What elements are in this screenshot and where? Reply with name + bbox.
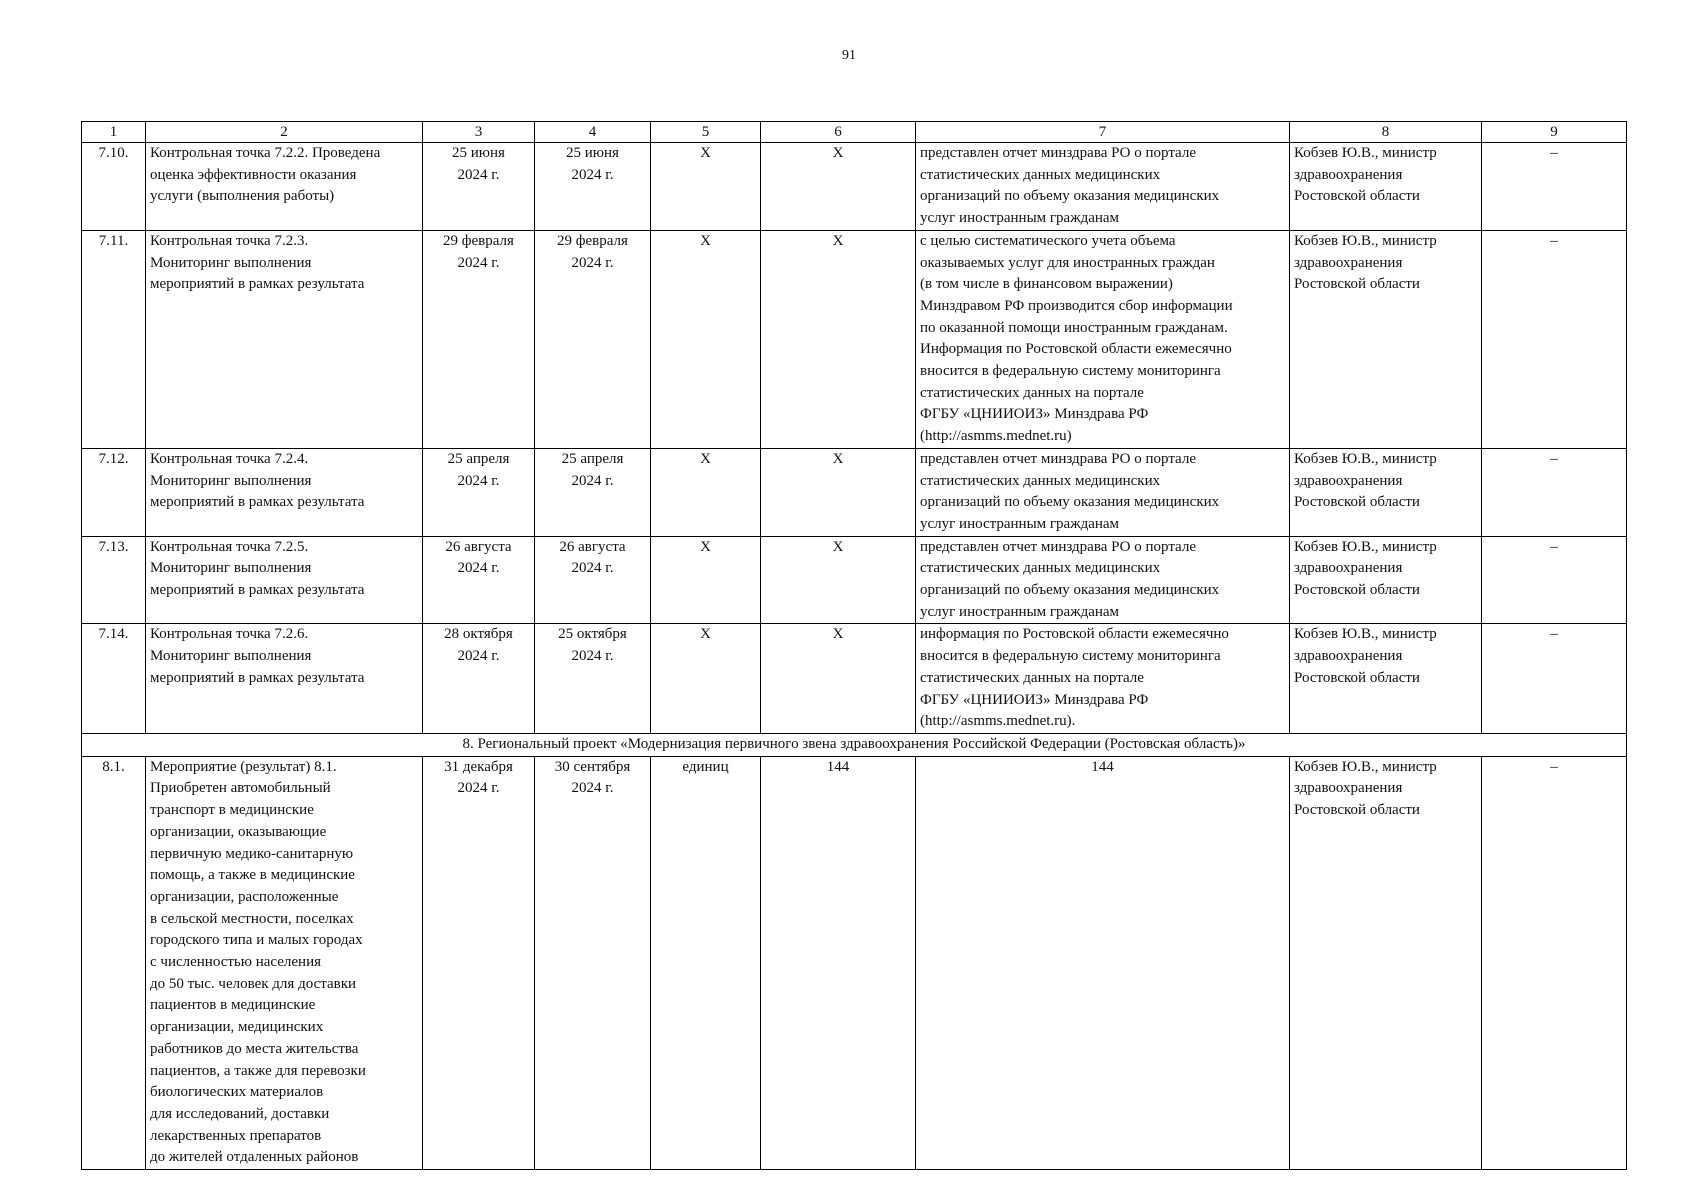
column-header: 8 <box>1290 122 1482 143</box>
section-title: 8. Региональный проект «Модернизация первичного звена здравоохранения Российской Федерации (Ростовская область)» <box>82 733 1627 756</box>
column-header: 4 <box>535 122 651 143</box>
unit-cell: X <box>651 230 761 448</box>
note-cell: представлен отчет минздрава РО о портале статистических данных медицинских организаций по объему оказания медицинских услуг иностранным гражданам <box>916 536 1290 624</box>
unit-cell: X <box>651 624 761 734</box>
value-cell: X <box>761 624 916 734</box>
responsible-cell: Кобзев Ю.В., министр здравоохранения Ростовской области <box>1290 756 1482 1169</box>
row-number: 7.13. <box>82 536 146 624</box>
planned-date: 28 октября 2024 г. <box>423 624 535 734</box>
note-cell: представлен отчет минздрава РО о портале статистических данных медицинских организаций по объему оказания медицинских услуг иностранным гражданам <box>916 448 1290 536</box>
actual-date: 25 апреля 2024 г. <box>535 448 651 536</box>
value-cell: X <box>761 230 916 448</box>
row-name: Контрольная точка 7.2.4. Мониторинг выполнения мероприятий в рамках результата <box>146 448 423 536</box>
remark-cell: – <box>1482 624 1627 734</box>
remark-cell: – <box>1482 143 1627 231</box>
unit-cell: X <box>651 536 761 624</box>
responsible-cell: Кобзев Ю.В., министр здравоохранения Ростовской области <box>1290 624 1482 734</box>
table-row <box>82 143 1627 231</box>
value-cell: X <box>761 448 916 536</box>
planned-date: 29 февраля 2024 г. <box>423 230 535 448</box>
note-cell: с целью систематического учета объема оказываемых услуг для иностранных граждан (в том числе в финансовом выражении) Минздравом РФ производится сбор информации по оказанной помощи иностранным гражданам. Информация по Ростовской области ежемесячно вносится в федеральную систему мониторинга статистических данных на портале ФГБУ «ЦНИИОИЗ» Минздрава РФ (http://asmms.mednet.ru) <box>916 230 1290 448</box>
remark-cell: – <box>1482 756 1627 1169</box>
value-cell: 144 <box>761 756 916 1169</box>
remark-cell: – <box>1482 230 1627 448</box>
responsible-cell: Кобзев Ю.В., министр здравоохранения Ростовской области <box>1290 143 1482 231</box>
note-cell: информация по Ростовской области ежемесячно вносится в федеральную систему мониторинга статистических данных на портале ФГБУ «ЦНИИОИЗ» Минздрава РФ (http://asmms.mednet.ru). <box>916 624 1290 734</box>
unit-cell: X <box>651 143 761 231</box>
actual-date: 29 февраля 2024 г. <box>535 230 651 448</box>
remark-cell: – <box>1482 536 1627 624</box>
column-header: 5 <box>651 122 761 143</box>
table-row <box>82 230 1627 448</box>
column-header: 6 <box>761 122 916 143</box>
unit-cell: X <box>651 448 761 536</box>
responsible-cell: Кобзев Ю.В., министр здравоохранения Ростовской области <box>1290 230 1482 448</box>
actual-date: 26 августа 2024 г. <box>535 536 651 624</box>
row-name: Контрольная точка 7.2.3. Мониторинг выполнения мероприятий в рамках результата <box>146 230 423 448</box>
responsible-cell: Кобзев Ю.В., министр здравоохранения Ростовской области <box>1290 536 1482 624</box>
note-cell: 144 <box>916 756 1290 1169</box>
actual-date: 30 сентября 2024 г. <box>535 756 651 1169</box>
planned-date: 26 августа 2024 г. <box>423 536 535 624</box>
planned-date: 25 апреля 2024 г. <box>423 448 535 536</box>
row-name: Контрольная точка 7.2.6. Мониторинг выполнения мероприятий в рамках результата <box>146 624 423 734</box>
column-number-row <box>82 122 1627 143</box>
planned-date: 31 декабря 2024 г. <box>423 756 535 1169</box>
column-header: 2 <box>146 122 423 143</box>
table-row <box>82 448 1627 536</box>
responsible-cell: Кобзев Ю.В., министр здравоохранения Ростовской области <box>1290 448 1482 536</box>
column-header: 7 <box>916 122 1290 143</box>
remark-cell: – <box>1482 448 1627 536</box>
row-name: Контрольная точка 7.2.5. Мониторинг выполнения мероприятий в рамках результата <box>146 536 423 624</box>
unit-cell: единиц <box>651 756 761 1169</box>
value-cell: X <box>761 536 916 624</box>
row-number: 7.12. <box>82 448 146 536</box>
row-name: Мероприятие (результат) 8.1. Приобретен автомобильный транспорт в медицинские организации, оказывающие первичную медико-санитарную помощь, а также в медицинские организации, расположенные в сельской местности, поселках городского типа и малых городах с численностью населения до 50 тыс. человек для доставки пациентов в медицинские организации, медицинских работников до места жительства пациентов, а также для перевозки биологических материалов для исследований, доставки лекарственных препаратов до жителей отдаленных районов <box>146 756 423 1169</box>
table-row <box>82 536 1627 624</box>
table-row <box>82 756 1627 1169</box>
row-number: 7.14. <box>82 624 146 734</box>
row-number: 7.11. <box>82 230 146 448</box>
column-header: 3 <box>423 122 535 143</box>
column-header: 9 <box>1482 122 1627 143</box>
page-number: 91 <box>842 48 856 63</box>
column-header: 1 <box>82 122 146 143</box>
row-number: 8.1. <box>82 756 146 1169</box>
actual-date: 25 июня 2024 г. <box>535 143 651 231</box>
note-cell: представлен отчет минздрава РО о портале статистических данных медицинских организаций по объему оказания медицинских услуг иностранным гражданам <box>916 143 1290 231</box>
planned-date: 25 июня 2024 г. <box>423 143 535 231</box>
table-row <box>82 624 1627 734</box>
section-heading-row <box>82 733 1627 756</box>
row-name: Контрольная точка 7.2.2. Проведена оценка эффективности оказания услуги (выполнения работы) <box>146 143 423 231</box>
actual-date: 25 октября 2024 г. <box>535 624 651 734</box>
plan-table <box>81 121 1627 1170</box>
value-cell: X <box>761 143 916 231</box>
row-number: 7.10. <box>82 143 146 231</box>
